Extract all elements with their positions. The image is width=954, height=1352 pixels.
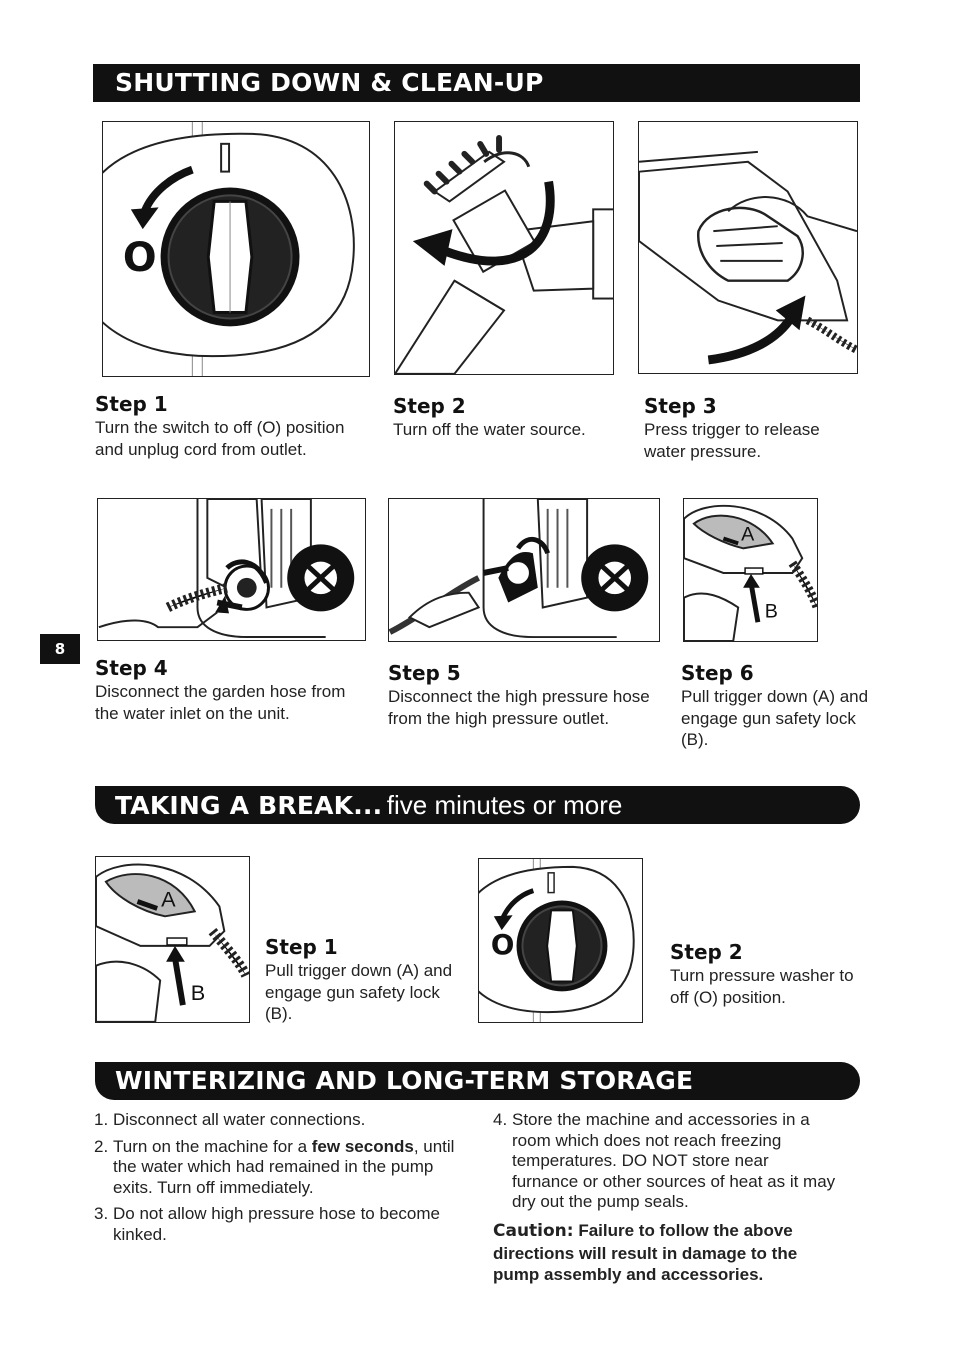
step-label: Step 3 — [644, 394, 717, 418]
off-symbol: O — [490, 927, 515, 961]
break-step-1 — [265, 935, 455, 1025]
step-text: Turn off the water source. — [393, 420, 586, 439]
step-text: Disconnect the high pressure hose from the high pressure outlet. — [388, 687, 650, 728]
list-item: 4. Store the machine and accessories in a room which does not reach freezing temperatures. DO NOT store near furnance or other sources of heat as it may dry out the pump seals. — [493, 1110, 836, 1211]
storage-list-right — [493, 1110, 838, 1219]
step-label: Step 2 — [670, 940, 743, 964]
shutdown-step-3 — [644, 394, 864, 462]
trigger-label: A — [741, 523, 755, 546]
trigger-release-illustration — [638, 121, 858, 374]
shutdown-step-5 — [388, 661, 658, 729]
step-label: Step 1 — [95, 392, 168, 416]
lock-label: B — [764, 600, 778, 623]
page-number: 8 — [40, 634, 80, 664]
off-symbol: O — [122, 234, 157, 281]
section-header-break — [95, 786, 860, 824]
high-pressure-hose-illustration — [388, 498, 660, 642]
list-item: 1. Disconnect all water connections. — [94, 1110, 366, 1129]
step-label: Step 2 — [393, 394, 466, 418]
step-text: Pull trigger down (A) and engage gun safety lock (B). — [265, 961, 453, 1023]
section-title: TAKING A BREAK... — [115, 791, 383, 820]
step-text: Pull trigger down (A) and engage gun safety lock (B). — [681, 687, 869, 749]
shutdown-step-1 — [95, 392, 365, 460]
trigger-label: A — [161, 886, 176, 912]
shutdown-step-4 — [95, 656, 363, 724]
shutdown-step-6 — [681, 661, 871, 751]
section-subtitle: five minutes or more — [386, 790, 623, 820]
section-header-storage — [95, 1062, 860, 1100]
step-text: Turn the switch to off (O) position and unplug cord from outlet. — [95, 418, 345, 459]
safety-lock-illustration — [683, 498, 818, 642]
list-item: 3. Do not allow high pressure hose to become kinked. — [94, 1204, 440, 1244]
list-item: 2. Turn on the machine for a few seconds, until the water which had remained in the pump exits. Turn off immediately. — [94, 1136, 455, 1197]
step-text: Turn pressure washer to off (O) position. — [670, 966, 854, 1007]
break-switch-off-illustration — [478, 858, 643, 1023]
step-text: Disconnect the garden hose from the water inlet on the unit. — [95, 682, 346, 723]
water-source-illustration — [394, 121, 614, 375]
caution-text: Failure to follow the above directions will result in damage to the pump assembly and accessories. — [493, 1221, 798, 1284]
switch-off-illustration — [102, 121, 370, 377]
storage-list-left — [94, 1110, 464, 1251]
lock-label: B — [190, 980, 206, 1006]
step-label: Step 5 — [388, 661, 461, 685]
section-header-shutdown — [93, 64, 860, 102]
break-safety-lock-illustration — [95, 856, 250, 1023]
shutdown-step-2 — [393, 394, 613, 441]
step-label: Step 1 — [265, 935, 338, 959]
section-title: SHUTTING DOWN & CLEAN-UP — [115, 68, 544, 97]
emphasis: few seconds — [311, 1136, 414, 1156]
step-text: Press trigger to release water pressure. — [644, 420, 820, 461]
step-label: Step 4 — [95, 656, 168, 680]
break-step-2 — [670, 940, 870, 1008]
caution-note — [493, 1220, 843, 1286]
garden-hose-illustration — [97, 498, 366, 641]
section-title: WINTERIZING AND LONG-TERM STORAGE — [115, 1066, 694, 1095]
caution-label: Caution: — [493, 1221, 574, 1241]
step-label: Step 6 — [681, 661, 754, 685]
